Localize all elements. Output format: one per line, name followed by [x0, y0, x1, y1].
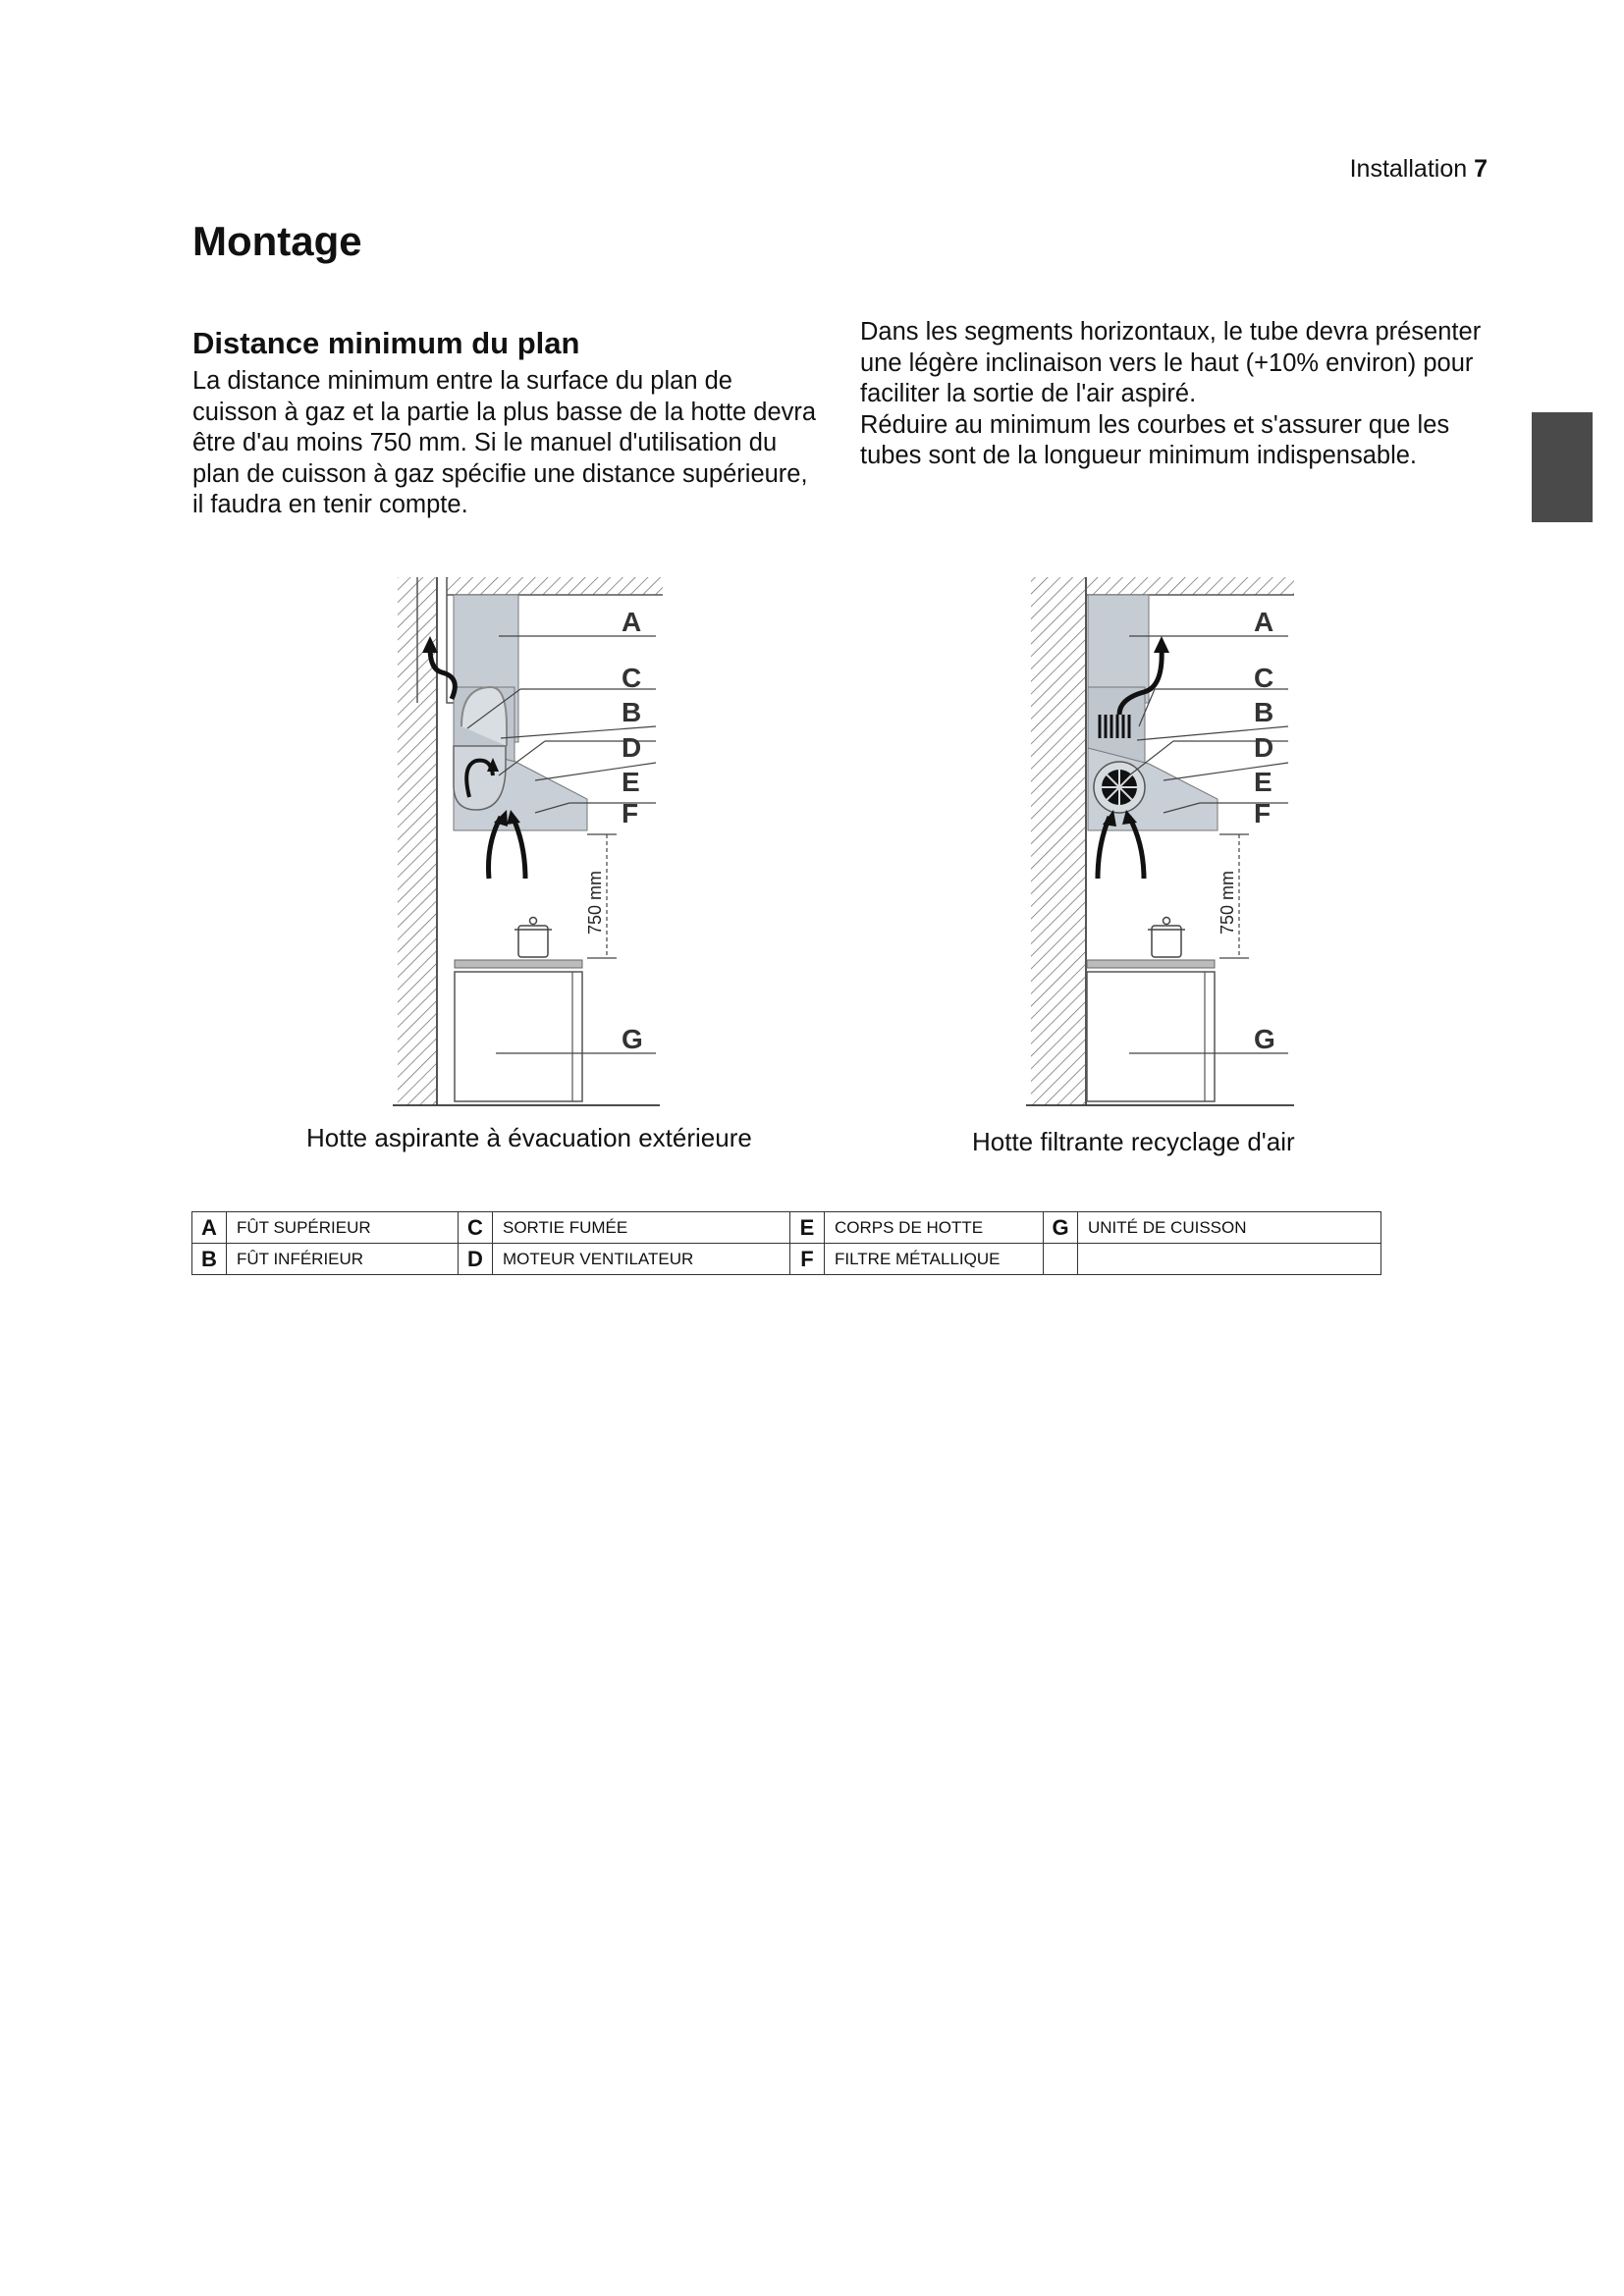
legend-key: C	[459, 1212, 493, 1244]
label-f: F	[622, 798, 639, 828]
label-g: G	[1254, 1024, 1275, 1054]
wall-hatching	[1031, 577, 1086, 1105]
text-line: Réduire au minimum les courbes et s'assurer que les	[860, 410, 1450, 439]
legend-key: G	[1044, 1212, 1078, 1244]
text-line: cuisson à gaz et la partie la plus basse de la hotte devra	[192, 398, 817, 426]
legend-key	[1044, 1244, 1078, 1275]
text-line: une légère inclinaison vers le haut (+10% environ) pour	[860, 348, 1474, 377]
recirculating-hood-diagram	[1016, 569, 1330, 1119]
legend-key: F	[790, 1244, 825, 1275]
legend-row	[192, 1244, 1381, 1275]
text-line: être d'au moins 750 mm. Si le manuel d'utilisation du	[192, 429, 778, 456]
legend-label	[1078, 1244, 1381, 1275]
chapter-tab-marker	[1532, 412, 1593, 522]
label-c: C	[1254, 663, 1274, 693]
label-d: D	[1254, 732, 1274, 763]
distance-label: 750 mm	[585, 870, 605, 934]
ceiling-hatching	[1086, 577, 1294, 595]
parts-legend-table	[191, 1211, 1381, 1275]
legend-label: MOTEUR VENTILATEUR	[493, 1244, 790, 1275]
text-line: La distance minimum entre la surface du plan de	[192, 367, 732, 395]
distance-label: 750 mm	[1218, 870, 1237, 934]
extraction-hood-diagram	[383, 569, 697, 1119]
legend-label: FÛT SUPÉRIEUR	[227, 1212, 459, 1244]
text-line: plan de cuisson à gaz spécifie une distance supérieure,	[192, 459, 808, 488]
page-title: Montage	[192, 218, 362, 264]
label-b: B	[1254, 697, 1274, 727]
text-line: il faudra en tenir compte.	[192, 491, 468, 518]
legend-key: B	[192, 1244, 227, 1275]
right-figure-caption: Hotte filtrante recyclage d'air	[972, 1127, 1295, 1156]
ceiling-hatching	[447, 577, 663, 595]
page-header	[1276, 155, 1488, 184]
label-g: G	[622, 1024, 643, 1054]
legend-label: UNITÉ DE CUISSON	[1078, 1212, 1381, 1244]
label-c: C	[622, 663, 642, 693]
legend-label: FILTRE MÉTALLIQUE	[825, 1244, 1044, 1275]
section-name: Installation	[1349, 155, 1468, 183]
legend-label: CORPS DE HOTTE	[825, 1212, 1044, 1244]
right-paragraph	[860, 317, 1528, 472]
cooking-unit	[455, 972, 582, 1101]
left-paragraph	[192, 366, 840, 521]
cooking-unit	[1087, 972, 1215, 1101]
label-e: E	[622, 767, 640, 797]
text-line: faciliter la sortie de l'air aspiré.	[860, 380, 1197, 407]
label-a: A	[1254, 607, 1274, 637]
legend-label: FÛT INFÉRIEUR	[227, 1244, 459, 1275]
legend-key: D	[459, 1244, 493, 1275]
label-b: B	[622, 697, 642, 727]
legend-label: SORTIE FUMÉE	[493, 1212, 790, 1244]
text-line: tubes sont de la longueur minimum indispensable.	[860, 442, 1418, 469]
text-line: Dans les segments horizontaux, le tube devra présenter	[860, 318, 1482, 346]
legend-row	[192, 1212, 1381, 1244]
legend-key: A	[192, 1212, 227, 1244]
label-a: A	[622, 607, 642, 637]
legend-key: E	[790, 1212, 825, 1244]
page-number: 7	[1474, 155, 1488, 183]
label-f: F	[1254, 798, 1272, 828]
left-figure-caption: Hotte aspirante à évacuation extérieure	[306, 1123, 752, 1152]
section-subtitle: Distance minimum du plan	[192, 326, 580, 360]
label-d: D	[622, 732, 642, 763]
label-e: E	[1254, 767, 1272, 797]
